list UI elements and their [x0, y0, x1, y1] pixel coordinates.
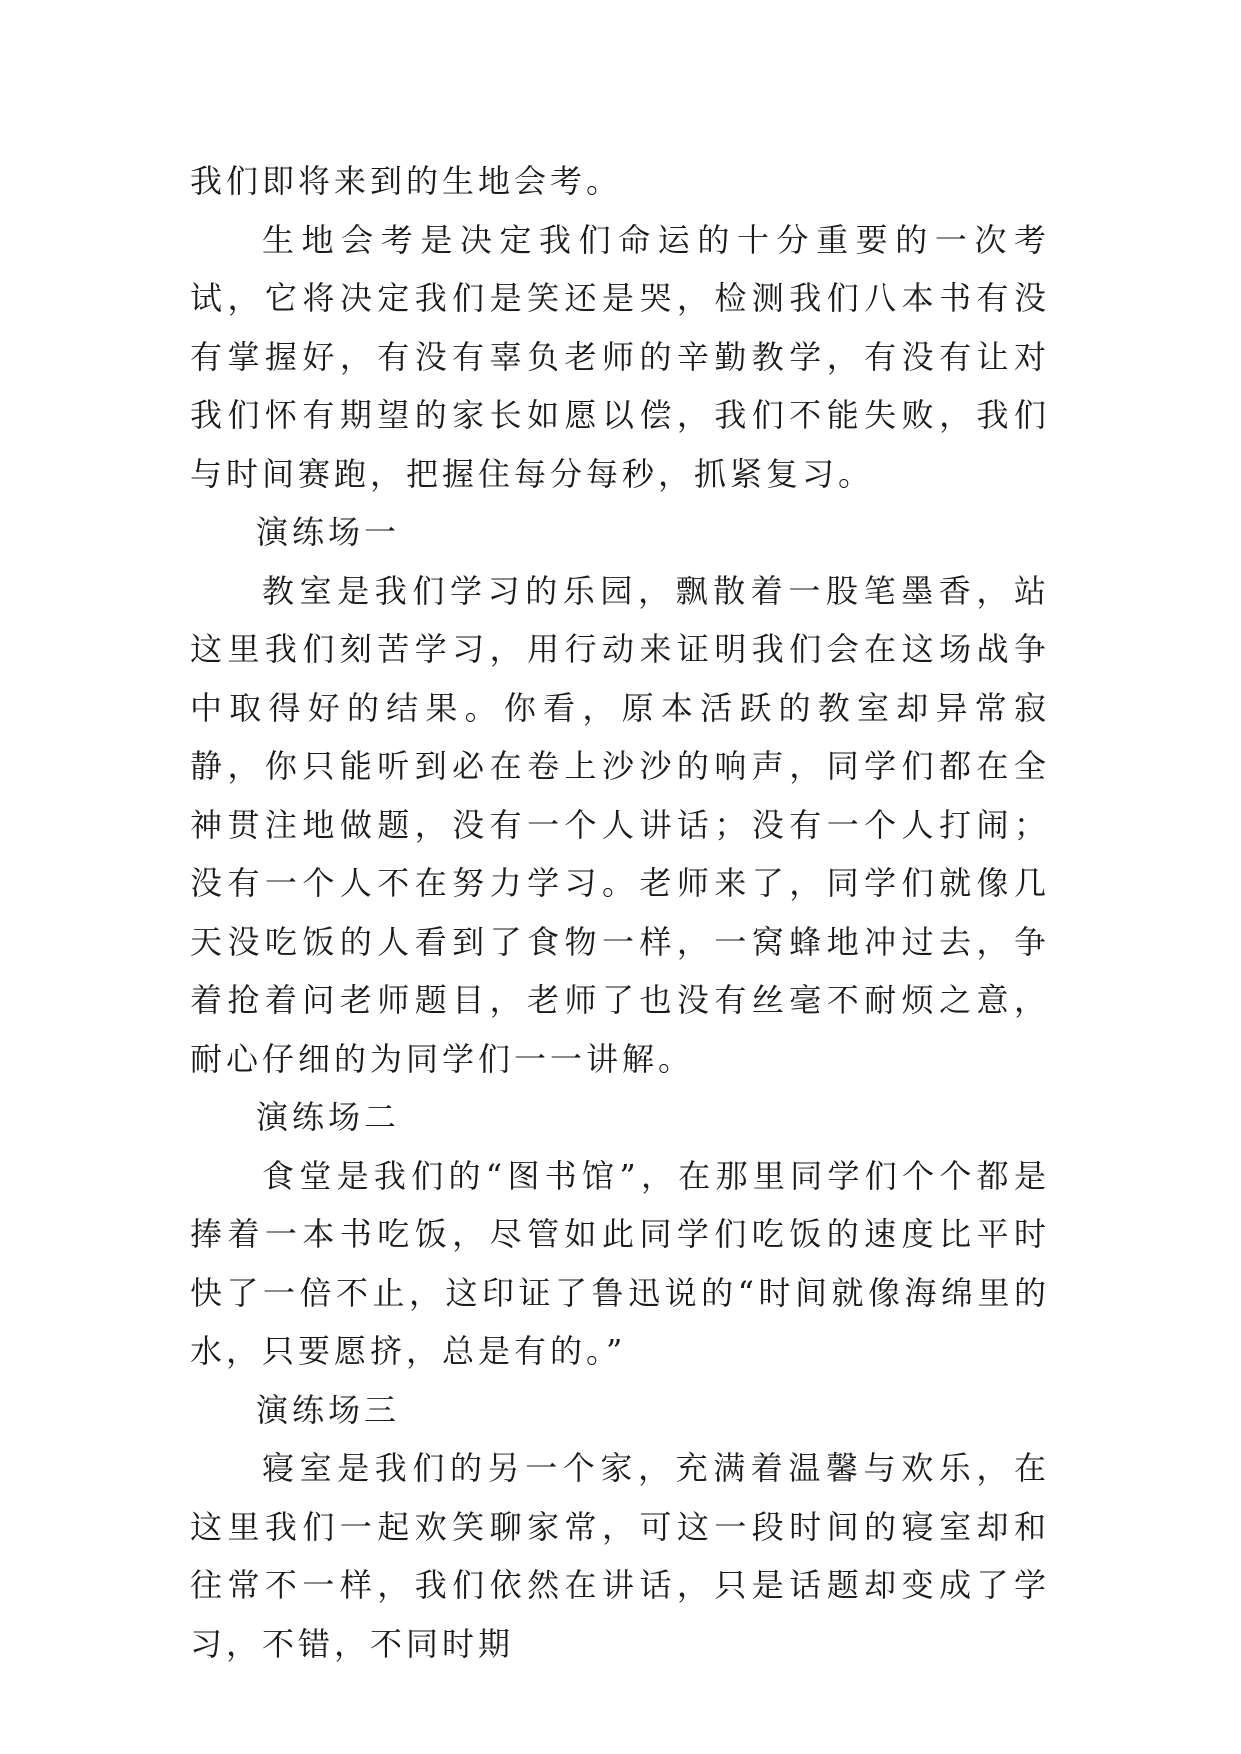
paragraph-exam-importance: 生地会考是决定我们命运的十分重要的一次考试，它将决定我们是笑还是哭，检测我们八本书有没有掌握好，有没有辜负老师的辛勤教学，有没有让对我们怀有期望的家长如愿以偿，我们不能失败，我们与时间赛跑，把握住每分每秒，抓紧复习。 — [190, 220, 1050, 493]
document-body — [190, 152, 1050, 1673]
section-heading-3: 演练场三 — [256, 1390, 401, 1429]
section-heading-2: 演练场二 — [256, 1098, 401, 1136]
section-heading-1: 演练场一 — [256, 513, 401, 551]
paragraph-dormitory: 寝室是我们的另一个家，充满着温馨与欢乐，在这里我们一起欢笑聊家常，可这一段时间的寝室却和往常不一样，我们依然在讲话，只是话题却变成了学习，不错，不同时期 — [190, 1449, 1050, 1663]
paragraph-canteen: 食堂是我们的“图书馆”，在那里同学们个个都是捧着一本书吃饭，尽管如此同学们吃饭的速度比平时快了一倍不止，这印证了鲁迅说的“时间就像海绵里的水，只要愿挤，总是有的。” — [190, 1156, 1050, 1370]
paragraph-classroom: 教室是我们学习的乐园，飘散着一股笔墨香，站这里我们刻苦学习，用行动来证明我们会在这场战争中取得好的结果。你看，原本活跃的教室却异常寂静，你只能听到必在卷上沙沙的响声，同学们都在全神贯注地做题，没有一个人讲话；没有一个人打闹；没有一个人不在努力学习。老师来了，同学们就像几天没吃饭的人看到了食物一样，一窝蜂地冲过去，争着抢着问老师题目，老师了也没有丝毫不耐烦之意，耐心仔细的为同学们一一讲解。 — [190, 571, 1050, 1078]
paragraph-continuation: 我们即将来到的生地会考。 — [190, 162, 623, 200]
